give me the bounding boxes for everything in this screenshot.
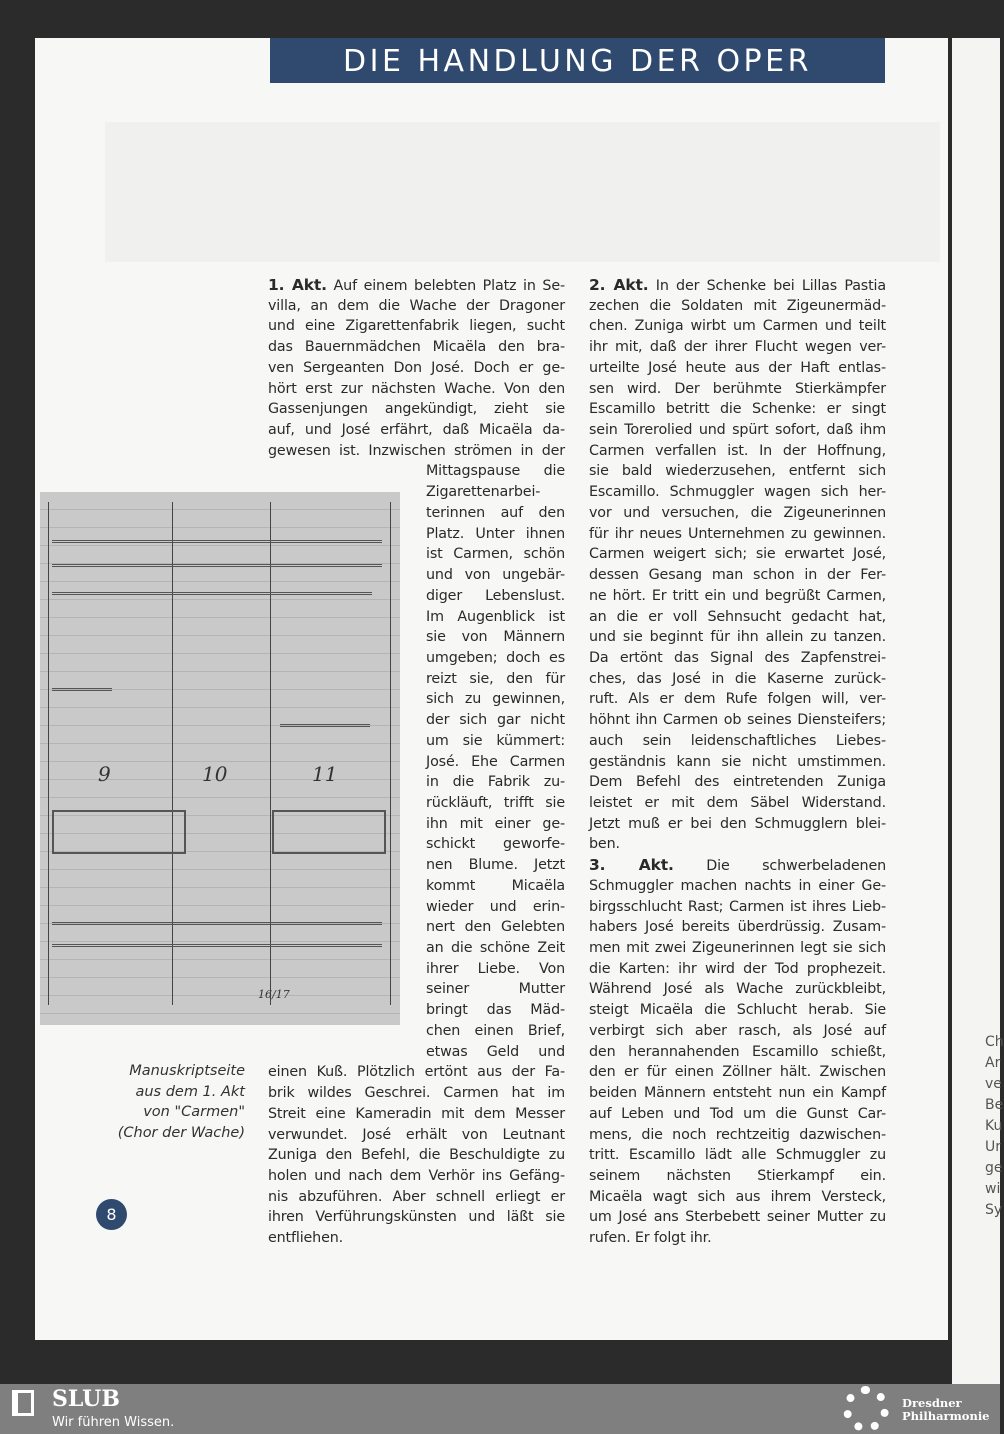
text-line	[589, 731, 886, 752]
text-fragment: Be	[985, 1097, 1004, 1113]
text-line	[589, 316, 886, 337]
text-line	[589, 814, 886, 835]
line-text: seiner Mutter	[426, 981, 565, 998]
philharmonie-logo-icon	[843, 1386, 889, 1432]
text-line	[589, 399, 886, 420]
text-line	[589, 420, 886, 441]
line-text: in die Fabrik zu-	[426, 774, 565, 791]
slub-tagline: Wir führen Wissen.	[52, 1415, 175, 1430]
text-line	[268, 379, 565, 400]
partner-line: Dresdner	[902, 1396, 962, 1410]
line-text: ben.	[589, 836, 620, 853]
text-line	[589, 689, 886, 710]
text-fragment: Ur	[985, 1139, 1002, 1155]
line-text: men mit zwei Zigeunerinnen legt sie sich	[589, 940, 886, 957]
line-text: rufen. Er folgt ihr.	[589, 1230, 712, 1247]
text-line	[589, 337, 886, 358]
text-line	[426, 917, 565, 938]
text-line	[589, 648, 886, 669]
line-text: José. Ehe Carmen	[426, 753, 565, 770]
text-line	[268, 1145, 565, 1166]
text-line	[426, 772, 565, 793]
text-line	[268, 1062, 565, 1083]
line-text: höhnt ihn Carmen ob seines Diensteifers;	[589, 712, 886, 729]
text-line	[589, 1187, 886, 1208]
text-line	[589, 379, 886, 400]
caption-line: von "Carmen"	[143, 1104, 245, 1120]
text-fragment: ve	[985, 1076, 1002, 1092]
text-line	[426, 814, 565, 835]
text-line	[589, 296, 886, 317]
partner-line: Philharmonie	[902, 1409, 990, 1423]
line-text: kommt Micaëla	[426, 877, 565, 894]
page-title: DIE HANDLUNG DER OPER	[270, 38, 885, 83]
line-text: den herannahenden Escamillo schießt,	[589, 1043, 886, 1060]
line-text: Micaëla wagt sich aus ihrem Versteck,	[589, 1188, 886, 1205]
line-text: Im Augenblick ist	[426, 608, 565, 625]
text-line	[589, 710, 886, 731]
line-text: Mittagspause die	[426, 463, 565, 480]
text-line	[268, 358, 565, 379]
slub-logo[interactable]: SLUB	[52, 1386, 120, 1412]
text-line	[426, 834, 565, 855]
text-line	[589, 1166, 886, 1187]
text-line	[426, 524, 565, 545]
philharmonie-logo[interactable]	[902, 1397, 990, 1423]
line-text: ne hört. Er tritt ein und begrüßt Carmen,	[589, 587, 886, 604]
notation	[52, 944, 382, 955]
line-text: brik wildes Geschrei. Carmen hat im	[268, 1085, 565, 1102]
line-text: diger Lebenslust.	[426, 587, 565, 604]
text-line	[268, 1187, 565, 1208]
line-text: sein Torerolied und spürt sofort, daß ihm	[589, 422, 886, 439]
line-text: birgsschlucht Rast; Carmen ist ihres Lieb-	[589, 898, 886, 915]
caption-line: Manuskriptseite	[129, 1063, 245, 1079]
text-line	[589, 586, 886, 607]
text-line	[589, 1228, 886, 1249]
text-line	[589, 834, 886, 855]
text-line	[268, 399, 565, 420]
text-line	[426, 648, 565, 669]
line-text: Auf einem belebten Platz in Se-	[326, 278, 565, 294]
text-line	[589, 1042, 886, 1063]
line-text: dessen Gesang man schon in der Fer-	[589, 567, 886, 584]
line-text: Gassenjungen angekündigt, zieht sie	[268, 401, 565, 418]
text-line	[426, 503, 565, 524]
page-mark: 16/17	[258, 988, 290, 1001]
line-text: terinnen auf den	[426, 504, 565, 521]
line-text: um sie kümmert:	[426, 732, 565, 749]
facing-page-text	[985, 1032, 1004, 1221]
line-text: urteilte José heute aus der Haft entlas-	[589, 359, 886, 376]
line-text: nert den Gelebten	[426, 919, 565, 936]
text-line	[589, 275, 886, 296]
text-line	[268, 1104, 565, 1125]
text-line	[589, 503, 886, 524]
text-line	[589, 669, 886, 690]
text-line	[426, 731, 565, 752]
text-line	[268, 1207, 565, 1228]
line-text: auf Leben und Tod um die Gunst Car-	[589, 1105, 886, 1122]
line-text: die Karten: ihr wird der Tod prophezeit.	[589, 960, 886, 977]
text-line	[589, 482, 886, 503]
line-text: Schmuggler machen nachts in einer Ge-	[589, 877, 886, 894]
line-text: den er für einen Zöllner hält. Zwischen	[589, 1064, 886, 1081]
line-text: Streit eine Kameradin mit dem Messer	[268, 1105, 565, 1122]
line-text: geständnis kann sie nicht umstimmen.	[589, 753, 886, 770]
text-line	[589, 565, 886, 586]
text-line	[589, 627, 886, 648]
measure-number: 11	[312, 762, 338, 786]
text-line	[268, 1166, 565, 1187]
text-line	[426, 586, 565, 607]
text-line	[426, 689, 565, 710]
line-text: ihn mit einer ge-	[426, 815, 565, 832]
line-text: sie bald wiederzusehen, entfernt sich	[589, 463, 886, 480]
text-line	[426, 793, 565, 814]
text-line	[268, 296, 565, 317]
text-line	[589, 793, 886, 814]
line-text: Carmen verfallen ist. In der Hoffnung,	[589, 442, 886, 459]
line-text: reizt sie, den für	[426, 670, 565, 687]
line-text: und eine Zigarettenfabrik liegen, sucht	[268, 318, 565, 335]
figure-caption	[90, 1061, 245, 1143]
text-line	[426, 979, 565, 1000]
notation	[52, 540, 382, 551]
line-text: Zuniga den Befehl, die Beschuldigte zu	[268, 1147, 565, 1164]
measure-number: 9	[98, 762, 111, 786]
text-line	[426, 710, 565, 731]
barline	[390, 502, 391, 1005]
line-text: um José ans Sterbebett seiner Mutter zu	[589, 1209, 886, 1226]
line-text: ches, das José in die Kaserne zurück-	[589, 670, 886, 687]
notation	[52, 564, 382, 575]
line-text: ihr mit, daß der ihrer Flucht wegen ver-	[589, 339, 886, 356]
line-text: auf, und José erfährt, daß Micaëla da-	[268, 422, 565, 439]
book-icon	[12, 1390, 34, 1416]
text-fragment: Ch	[985, 1034, 1004, 1050]
line-text: für ihr neues Unternehmen zu gewinnen.	[589, 525, 886, 542]
line-text: ihrer Liebe. Von	[426, 960, 565, 977]
line-text: hört erst zur nächsten Wache. Von den	[268, 380, 565, 397]
line-text: villa, an dem die Wache der Dragoner	[268, 297, 565, 314]
text-line	[426, 876, 565, 897]
text-line	[268, 1125, 565, 1146]
line-text: Platz. Unter ihnen	[426, 525, 565, 542]
text-line	[589, 1021, 886, 1042]
footer-bar	[0, 1384, 1000, 1434]
notation	[280, 724, 370, 735]
act-label: 2. Akt.	[589, 276, 649, 294]
text-line	[426, 607, 565, 628]
text-line	[589, 938, 886, 959]
text-line	[589, 607, 886, 628]
text-line	[589, 959, 886, 980]
notation	[272, 810, 386, 854]
text-line	[426, 565, 565, 586]
line-text: zechen die Soldaten mit Zigeunermäd-	[589, 297, 886, 314]
text-line	[426, 1021, 565, 1042]
line-text: sen wird. Der berühmte Stierkämpfer	[589, 380, 886, 397]
line-text: gewesen ist. Inzwischen strömen in der	[268, 442, 565, 459]
text-line	[589, 855, 886, 876]
line-text: und von ungebär-	[426, 567, 565, 584]
text-line	[426, 669, 565, 690]
barline	[48, 502, 49, 1005]
act-label: 1. Akt.	[268, 276, 327, 294]
text-line	[426, 938, 565, 959]
line-text: an die schöne Zeit	[426, 940, 565, 957]
text-line	[426, 627, 565, 648]
measure-number: 10	[202, 762, 228, 786]
text-line	[589, 917, 886, 938]
notation	[52, 922, 382, 933]
line-text: beiden Männern entsteht nun ein Kampf	[589, 1085, 886, 1102]
line-text: nis abzuführen. Aber schnell erliegt er	[268, 1188, 565, 1205]
manuscript-image	[40, 492, 400, 1025]
line-text: Zigarettenarbei-	[426, 484, 541, 501]
line-text: sie von Männern	[426, 629, 565, 646]
line-text: seinem nächsten Stierkampf ein.	[589, 1167, 886, 1184]
text-line	[426, 1042, 565, 1063]
line-text: Die schwerbeladenen	[673, 858, 886, 875]
text-fragment: Ar	[985, 1055, 1001, 1071]
text-line	[589, 1125, 886, 1146]
line-text: umgeben; doch es	[426, 649, 565, 666]
text-line	[589, 876, 886, 897]
line-text: Escamillo. Schmuggler wagen sich her-	[589, 484, 886, 501]
text-line	[589, 1083, 886, 1104]
text-fragment: Ku	[985, 1118, 1003, 1134]
line-text: Carmen weigert sich; sie erwartet José,	[589, 546, 886, 563]
line-text: Escamillo betritt die Schenke: er singt	[589, 401, 886, 418]
text-line	[589, 752, 886, 773]
line-text: rückläuft, trifft sie	[426, 795, 565, 811]
text-line	[268, 275, 565, 296]
text-line	[589, 1104, 886, 1125]
text-line	[426, 897, 565, 918]
faded-region	[105, 122, 940, 262]
line-text: etwas Geld und	[426, 1043, 565, 1060]
text-line	[589, 897, 886, 918]
notation	[52, 688, 112, 699]
line-text: leistet er mit dem Säbel Widerstand.	[589, 795, 886, 811]
line-text: an die er voll Sehnsucht gedacht hat,	[589, 608, 886, 625]
text-line	[268, 1083, 565, 1104]
line-text: schickt geworfe-	[426, 836, 565, 853]
text-line	[589, 979, 886, 1000]
page-number: 8	[96, 1199, 127, 1230]
line-text: ruft. Als er dem Rufe folgen will, ver-	[589, 691, 886, 708]
caption-line: aus dem 1. Akt	[135, 1083, 245, 1100]
text-line	[589, 358, 886, 379]
text-line	[426, 544, 565, 565]
text-line	[589, 1145, 886, 1166]
act-label: 3. Akt.	[589, 856, 674, 875]
line-text: ihren Verführungskünsten und läßt sie	[268, 1209, 565, 1226]
text-line	[268, 420, 565, 441]
text-line	[589, 1062, 886, 1083]
line-text: habers José bereits überdrüssig. Zusam-	[589, 919, 886, 936]
text-line	[268, 316, 565, 337]
line-text: der sich gar nicht	[426, 712, 565, 729]
text-line	[426, 1000, 565, 1021]
text-line	[426, 752, 565, 773]
text-fragment: wi	[985, 1181, 1001, 1197]
line-text: chen einen Brief,	[426, 1022, 565, 1039]
line-text: und sie beginnt für ihn allein zu tanzen.	[589, 629, 886, 646]
text-line	[589, 461, 886, 482]
line-text: Jetzt muß er bei den Schmugglern blei-	[589, 815, 886, 832]
text-fragment: ge	[985, 1160, 1003, 1176]
line-text: mens, die noch rechtzeitig dazwischen-	[589, 1126, 886, 1143]
text-line	[589, 1207, 886, 1228]
text-line	[268, 1228, 565, 1249]
line-text: nen Blume. Jetzt	[426, 857, 565, 874]
line-text: verwundet. José erhält von Leutnant	[268, 1126, 565, 1143]
line-text: chen. Zuniga wirbt um Carmen und teilt	[589, 318, 886, 335]
text-line	[426, 461, 565, 482]
line-text: auch sein leidenschaftliches Liebes-	[589, 732, 886, 749]
text-line	[268, 337, 565, 358]
caption-line: (Chor der Wache)	[117, 1124, 245, 1141]
text-line	[426, 482, 565, 503]
line-text: In der Schenke bei Lillas Pastia	[648, 278, 886, 294]
text-line	[589, 544, 886, 565]
text-line	[426, 959, 565, 980]
line-text: ven Sergeanten Don José. Doch er ge-	[268, 359, 565, 376]
notation	[52, 810, 186, 854]
line-text: bringt das Mäd-	[426, 1002, 565, 1019]
line-text: sich zu gewinnen,	[426, 691, 565, 708]
line-text: verbirgt sich aber rasch, als José auf	[589, 1022, 886, 1039]
line-text: tritt. Escamillo lädt alle Schmuggler zu	[589, 1147, 886, 1164]
text-line	[268, 441, 565, 462]
line-text: Da ertönt das Signal des Zapfenstrei-	[589, 649, 886, 666]
text-fragment: Sy	[985, 1202, 1003, 1218]
line-text: entfliehen.	[268, 1230, 344, 1247]
text-line	[589, 524, 886, 545]
line-text: das Bauernmädchen Micaëla den bra-	[268, 339, 565, 356]
text-line	[589, 1000, 886, 1021]
line-text: einen Kuß. Plötzlich ertönt aus der Fa-	[268, 1064, 565, 1081]
line-text: vor und versuchen, die Zigeunerinnen	[589, 504, 886, 521]
line-text: ist Carmen, schön	[426, 546, 565, 563]
line-text: wieder und erin-	[426, 898, 565, 915]
line-text: Während José als Wache zurückbleibt,	[589, 981, 886, 998]
line-text: Dem Befehl des eintretenden Zuniga	[589, 774, 886, 791]
text-line	[426, 855, 565, 876]
line-text: steigt Micaëla die Schlucht herab. Sie	[589, 1002, 886, 1019]
notation	[52, 592, 372, 603]
text-line	[589, 441, 886, 462]
line-text: holen und nach dem Verhör ins Gefäng-	[268, 1167, 565, 1184]
text-line	[589, 772, 886, 793]
